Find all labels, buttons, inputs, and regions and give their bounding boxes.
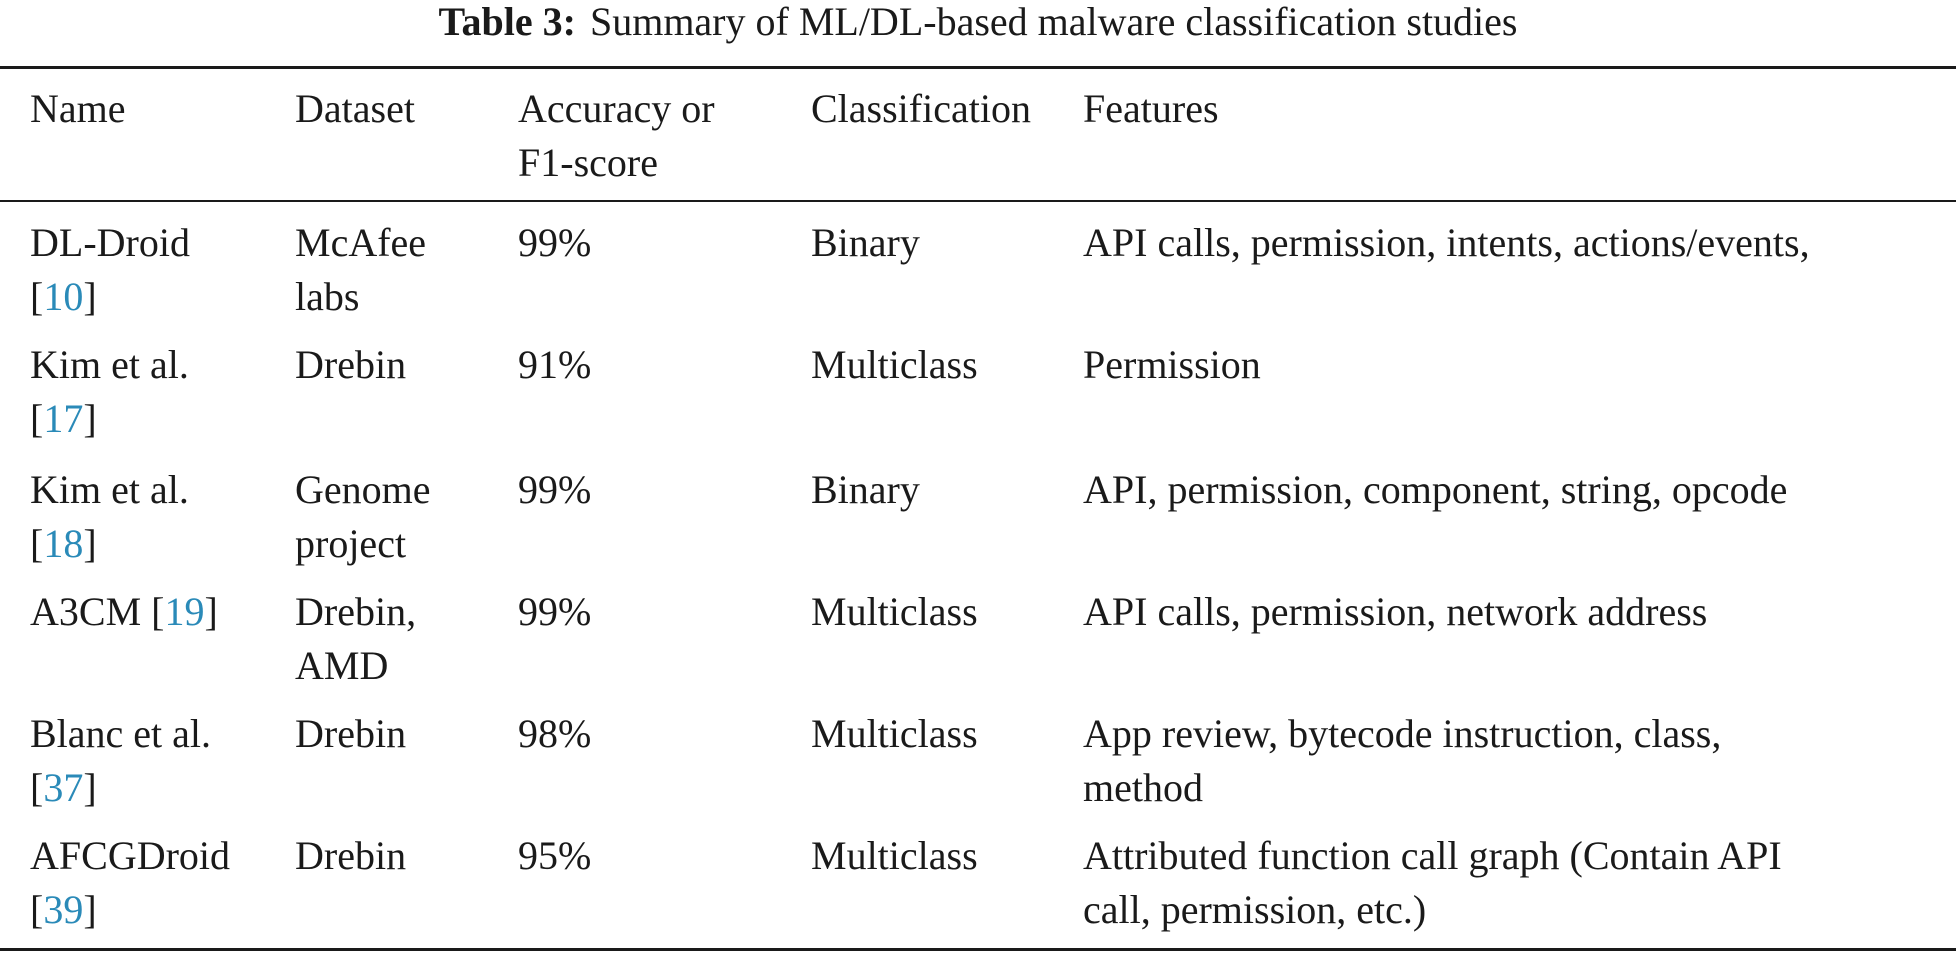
row-dataset-line1: Genome (295, 467, 431, 512)
bracket-close: ] (83, 521, 97, 566)
row-dataset (295, 707, 510, 761)
bracket-open: [ (30, 765, 44, 810)
header-accuracy-line2: F1-score (518, 140, 658, 185)
bracket-open: [ (30, 274, 44, 319)
row-dataset (295, 463, 510, 571)
bracket-close: ] (204, 589, 218, 634)
row-name (30, 707, 292, 815)
row-accuracy: 98% (518, 711, 592, 756)
row-classification: Multiclass (811, 833, 978, 878)
row-features (1083, 585, 1943, 639)
row-dataset-line1: Drebin (295, 342, 407, 387)
citation-link[interactable]: 19 (164, 589, 205, 634)
row-dataset (295, 338, 510, 392)
row-classification: Binary (811, 467, 920, 512)
row-features-line1: Attributed function call graph (Contain API (1083, 833, 1782, 878)
bracket-close: ] (83, 765, 97, 810)
header-dataset: Dataset (295, 86, 415, 131)
bracket-close: ] (83, 887, 97, 932)
header-classification: Classification (811, 86, 1031, 131)
row-dataset-line1: Drebin, (295, 589, 417, 634)
row-name-line1: A3CM [ (30, 589, 165, 634)
header-rule (0, 200, 1956, 202)
row-features-line1: App review, bytecode instruction, class, (1083, 711, 1722, 756)
bracket-open: [ (30, 396, 44, 441)
row-dataset-line2: AMD (295, 643, 389, 688)
bracket-close: ] (83, 274, 97, 319)
row-classification: Binary (811, 220, 920, 265)
row-features (1083, 463, 1943, 517)
row-name (30, 585, 292, 639)
citation-link[interactable]: 37 (43, 765, 84, 810)
row-name-line1: Kim et al. (30, 467, 189, 512)
bracket-open: [ (30, 887, 44, 932)
top-rule (0, 66, 1956, 69)
row-classification: Multiclass (811, 342, 978, 387)
header-accuracy-line1: Accuracy or (518, 86, 715, 131)
row-accuracy: 91% (518, 342, 592, 387)
row-name (30, 829, 292, 937)
header-accuracy (518, 82, 808, 190)
row-accuracy: 95% (518, 833, 592, 878)
row-name (30, 463, 292, 571)
row-accuracy: 99% (518, 589, 592, 634)
row-features-line2: call, permission, etc.) (1083, 887, 1427, 932)
row-name (30, 338, 292, 446)
bracket-open: [ (30, 521, 44, 566)
header-features: Features (1083, 86, 1219, 131)
row-dataset (295, 585, 510, 693)
row-features (1083, 829, 1943, 937)
row-dataset-line1: McAfee (295, 220, 427, 265)
row-classification: Multiclass (811, 711, 978, 756)
row-dataset (295, 216, 510, 324)
row-dataset-line2: labs (295, 274, 360, 319)
citation-link[interactable]: 39 (43, 887, 84, 932)
bottom-rule (0, 948, 1956, 951)
header-name: Name (30, 86, 126, 131)
row-name (30, 216, 292, 324)
row-dataset-line2: project (295, 521, 407, 566)
citation-link[interactable]: 18 (43, 521, 84, 566)
row-dataset-line1: Drebin (295, 711, 407, 756)
citation-link[interactable]: 10 (43, 274, 84, 319)
row-features-line1: API calls, permission, intents, actions/events, (1083, 220, 1810, 265)
row-name-line1: DL-Droid (30, 220, 190, 265)
bracket-close: ] (83, 396, 97, 441)
row-features-line1: API calls, permission, network address (1083, 589, 1708, 634)
row-features (1083, 338, 1943, 392)
row-dataset-line1: Drebin (295, 833, 407, 878)
row-name-line1: AFCGDroid (30, 833, 231, 878)
row-features-line1: Permission (1083, 342, 1261, 387)
row-accuracy: 99% (518, 467, 592, 512)
row-features (1083, 216, 1943, 270)
row-dataset (295, 829, 510, 883)
row-name-line1: Blanc et al. (30, 711, 212, 756)
citation-link[interactable]: 17 (43, 396, 84, 441)
row-features-line1: API, permission, component, string, opcode (1083, 467, 1788, 512)
row-accuracy: 99% (518, 220, 592, 265)
row-features (1083, 707, 1943, 815)
caption-text: Summary of ML/DL-based malware classification studies (589, 0, 1518, 44)
row-features-line2: method (1083, 765, 1203, 810)
row-name-line1: Kim et al. (30, 342, 189, 387)
row-classification: Multiclass (811, 589, 978, 634)
caption-label: Table 3: (438, 0, 576, 44)
table-caption (0, 0, 1956, 42)
